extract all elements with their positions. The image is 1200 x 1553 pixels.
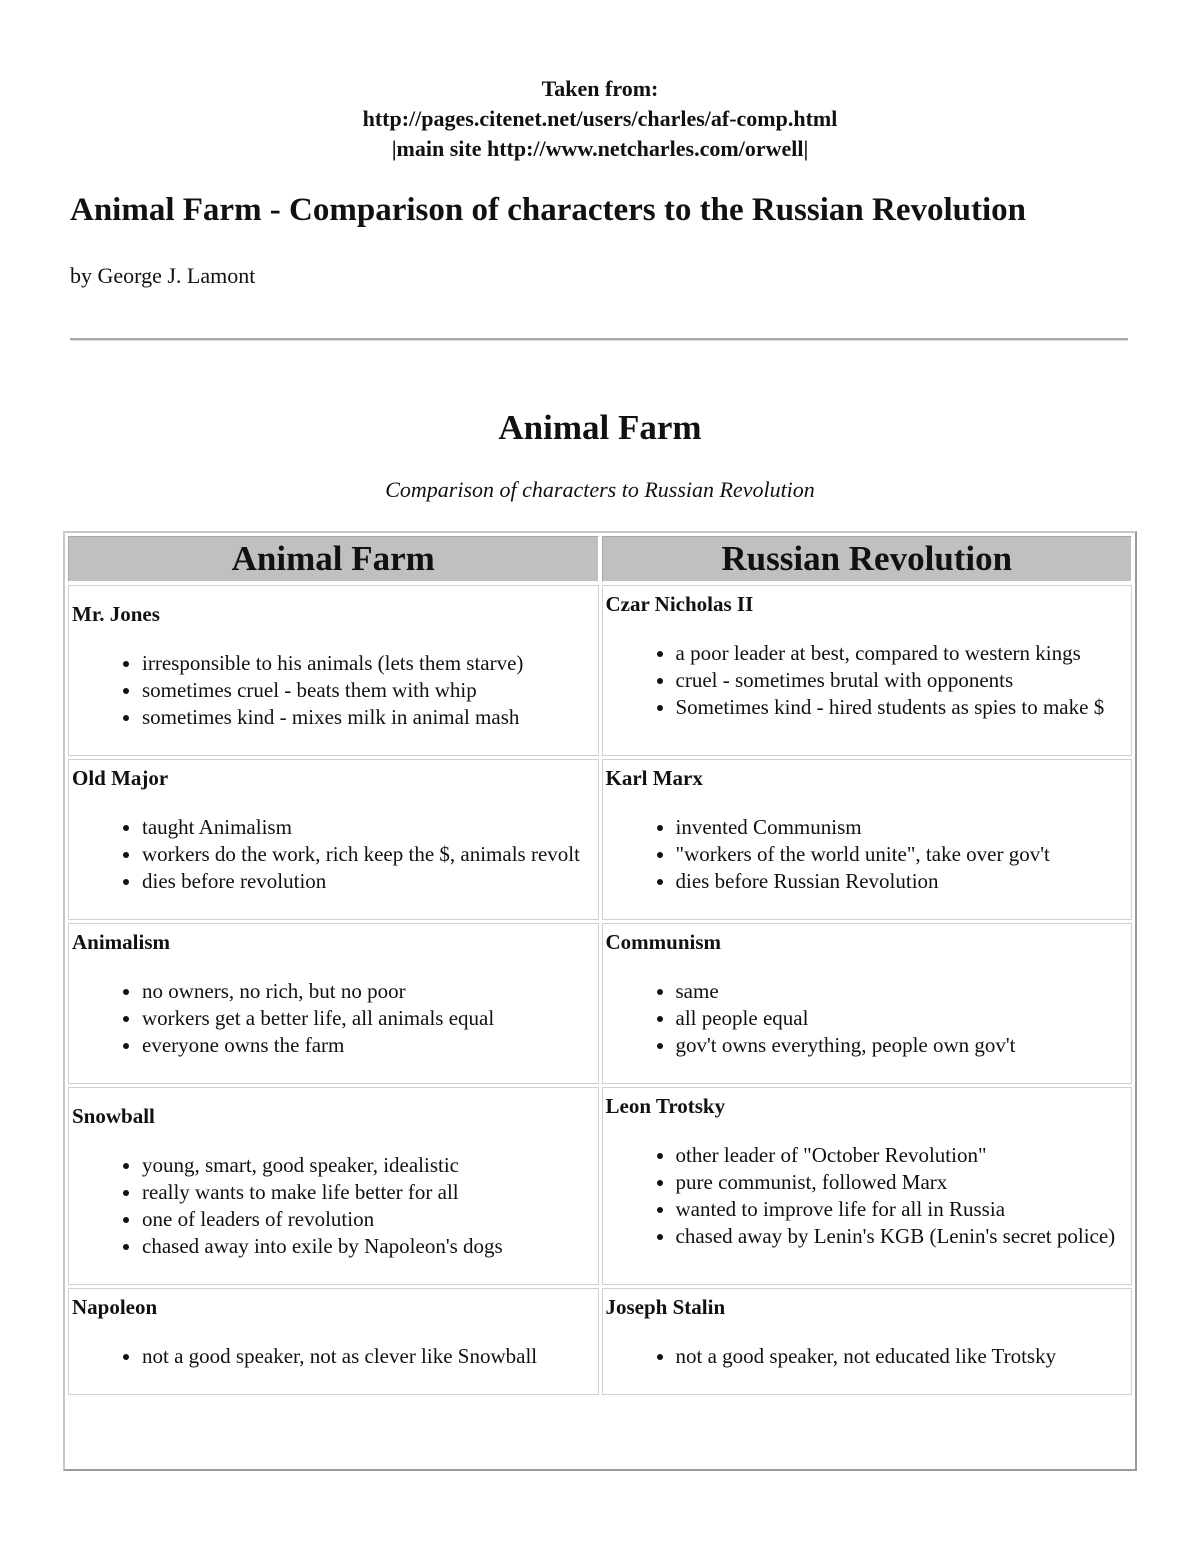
list-item: • invented Communism (676, 814, 1132, 841)
list-item: • same (676, 978, 1132, 1005)
source-label: Taken from: (541, 76, 659, 101)
trait-list (606, 814, 1132, 895)
historical-figure-name: Karl Marx (605, 766, 703, 790)
trait-list (72, 978, 598, 1059)
section-title: Animal Farm (498, 408, 702, 447)
russian-revolution-cell (602, 1087, 1133, 1285)
source-note (0, 74, 1200, 164)
section-subtitle: Comparison of characters to Russian Revolution (385, 477, 815, 502)
character-name: Snowball (72, 1104, 155, 1128)
list-item: • taught Animalism (142, 814, 598, 841)
trait-list (606, 1142, 1132, 1250)
list-item: • young, smart, good speaker, idealistic (142, 1152, 598, 1179)
trait-list (72, 1343, 598, 1370)
list-item: • one of leaders of revolution (142, 1206, 598, 1233)
list-item: • "workers of the world unite", take over gov't (676, 841, 1132, 868)
list-item: • dies before revolution (142, 868, 598, 895)
trait-list (606, 1343, 1132, 1370)
historical-figure-name: Joseph Stalin (605, 1295, 726, 1319)
trait-list (606, 640, 1132, 721)
russian-revolution-cell (602, 923, 1133, 1084)
animal-farm-cell (68, 759, 599, 920)
comparison-table (65, 533, 1135, 1398)
table-row (68, 585, 1132, 756)
russian-revolution-cell (602, 759, 1133, 920)
historical-figure-name: Czar Nicholas II (605, 592, 754, 616)
source-url: http://pages.citenet.net/users/charles/af-comp.html (362, 106, 838, 131)
character-name: Old Major (72, 766, 169, 790)
list-item: • not a good speaker, not educated like Trotsky (676, 1343, 1132, 1370)
list-item: • dies before Russian Revolution (676, 868, 1132, 895)
trait-list (72, 1152, 598, 1260)
page-title: Animal Farm - Comparison of characters to the Russian Revolution (70, 192, 1027, 228)
list-item: • wanted to improve life for all in Russia (676, 1196, 1132, 1223)
historical-figure-name: Leon Trotsky (605, 1094, 726, 1118)
historical-figure-name: Communism (605, 930, 722, 954)
column-header-animal-farm: Animal Farm (68, 536, 599, 582)
main-site-link: |main site http://www.netcharles.com/orwell| (391, 136, 809, 161)
character-name: Animalism (72, 930, 171, 954)
list-item: • cruel - sometimes brutal with opponents (676, 667, 1132, 694)
horizontal-divider (70, 338, 1128, 341)
list-item: • sometimes kind - mixes milk in animal mash (142, 704, 598, 731)
list-item: • workers do the work, rich keep the $, animals revolt (142, 841, 598, 868)
character-name: Napoleon (72, 1295, 158, 1319)
trait-list (606, 978, 1132, 1059)
animal-farm-cell (68, 1288, 599, 1395)
list-item: • a poor leader at best, compared to western kings (676, 640, 1132, 667)
character-name: Mr. Jones (72, 602, 160, 626)
list-item: • really wants to make life better for all (142, 1179, 598, 1206)
table-row (68, 923, 1132, 1084)
list-item: • chased away into exile by Napoleon's dogs (142, 1233, 598, 1260)
animal-farm-cell (68, 923, 599, 1084)
table-row (68, 1288, 1132, 1395)
trait-list (72, 814, 598, 895)
list-item: • no owners, no rich, but no poor (142, 978, 598, 1005)
table-row (68, 759, 1132, 920)
russian-revolution-cell (602, 585, 1133, 756)
animal-farm-cell (68, 1087, 599, 1285)
list-item: • pure communist, followed Marx (676, 1169, 1132, 1196)
trait-list (72, 650, 598, 731)
list-item: • gov't owns everything, people own gov't (676, 1032, 1132, 1059)
russian-revolution-cell (602, 1288, 1133, 1395)
table-row (68, 1087, 1132, 1285)
list-item: • chased away by Lenin's KGB (Lenin's secret police) (676, 1223, 1132, 1250)
list-item: • sometimes cruel - beats them with whip (142, 677, 598, 704)
column-header-russian-revolution: Russian Revolution (602, 536, 1133, 582)
list-item: • Sometimes kind - hired students as spies to make $ (676, 694, 1132, 721)
list-item: • not a good speaker, not as clever like Snowball (142, 1343, 598, 1370)
list-item: • everyone owns the farm (142, 1032, 598, 1059)
list-item: • other leader of "October Revolution" (676, 1142, 1132, 1169)
list-item: • workers get a better life, all animals equal (142, 1005, 598, 1032)
comparison-table-frame (63, 531, 1137, 1471)
list-item: • irresponsible to his animals (lets them starve) (142, 650, 598, 677)
list-item: • all people equal (676, 1005, 1132, 1032)
animal-farm-cell (68, 585, 599, 756)
author-byline: by George J. Lamont (70, 263, 256, 288)
